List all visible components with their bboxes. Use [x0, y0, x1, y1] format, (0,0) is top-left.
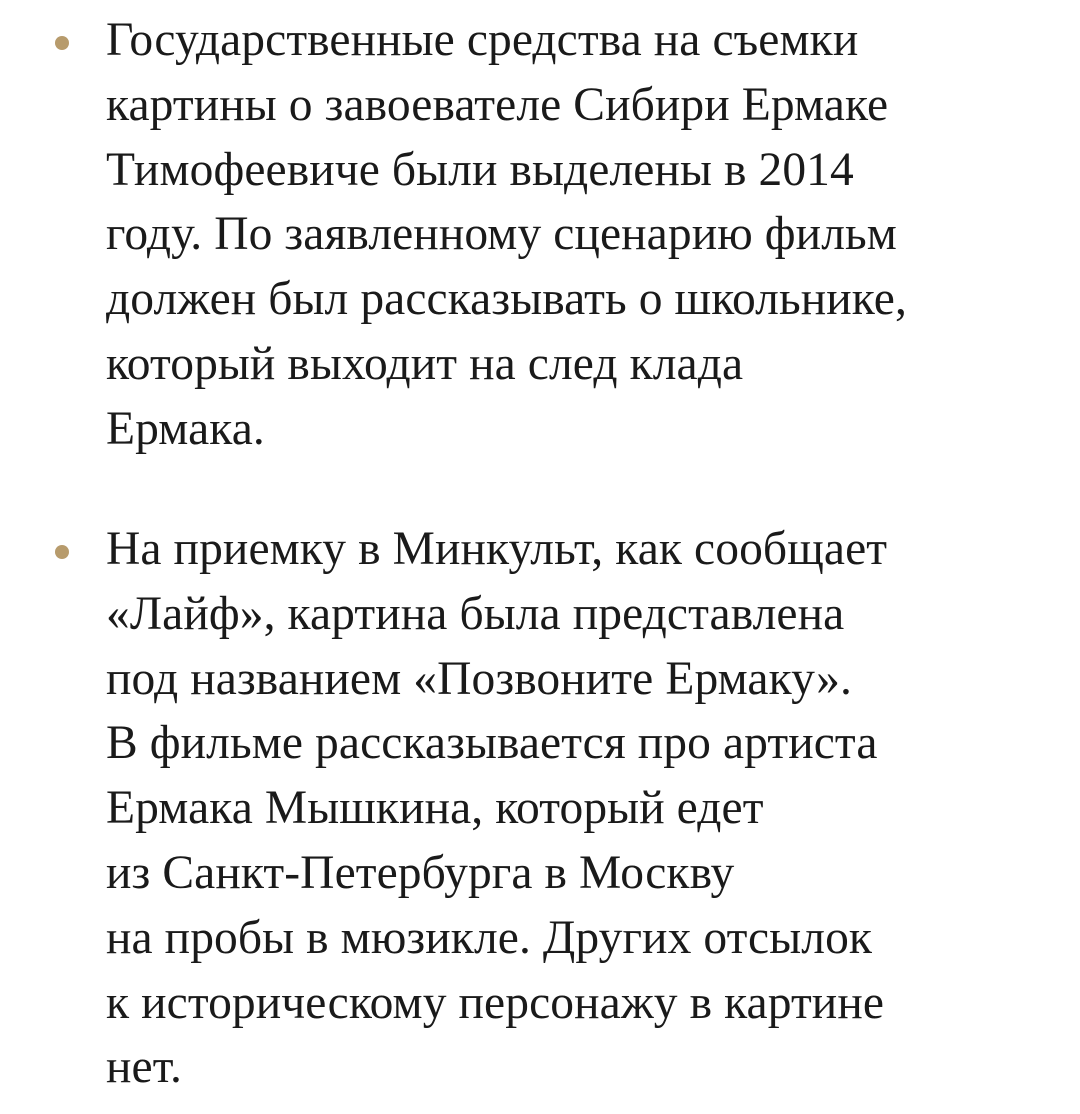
list-item-text	[106, 517, 1066, 1100]
bullet-dot-icon	[55, 545, 69, 559]
text-line: «Лайф», картина была представлена	[106, 587, 845, 640]
text-line: картины о завоевателе Сибири Ермаке	[106, 78, 889, 131]
text-line: должен был рассказывать о школьнике,	[106, 273, 907, 326]
text-line: из Санкт-Петербурга в Москву	[106, 846, 735, 899]
text-line: Ермака.	[106, 402, 265, 455]
list-item-text	[106, 8, 1066, 462]
text-line: году. По заявленному сценарию фильм	[106, 208, 897, 261]
text-line: Ермака Мышкина, который едет	[106, 782, 764, 835]
text-line: В фильме рассказывается про артиста	[106, 717, 878, 770]
text-line: который выходит на след клада	[106, 337, 744, 390]
text-line: Государственные средства на съемки	[106, 14, 859, 66]
text-line: под названием «Позвоните Ермаку».	[106, 652, 852, 705]
text-line: на пробы в мюзикле. Других отсылок	[106, 911, 873, 964]
bullet-dot-icon	[55, 36, 69, 50]
text-line: Тимофеевиче были выделены в 2014	[106, 143, 854, 196]
text-line: На приемку в Минкульт, как сообщает	[106, 523, 888, 575]
text-line: к историческому персонажу в картине	[106, 976, 885, 1029]
text-line: нет.	[106, 1041, 182, 1094]
